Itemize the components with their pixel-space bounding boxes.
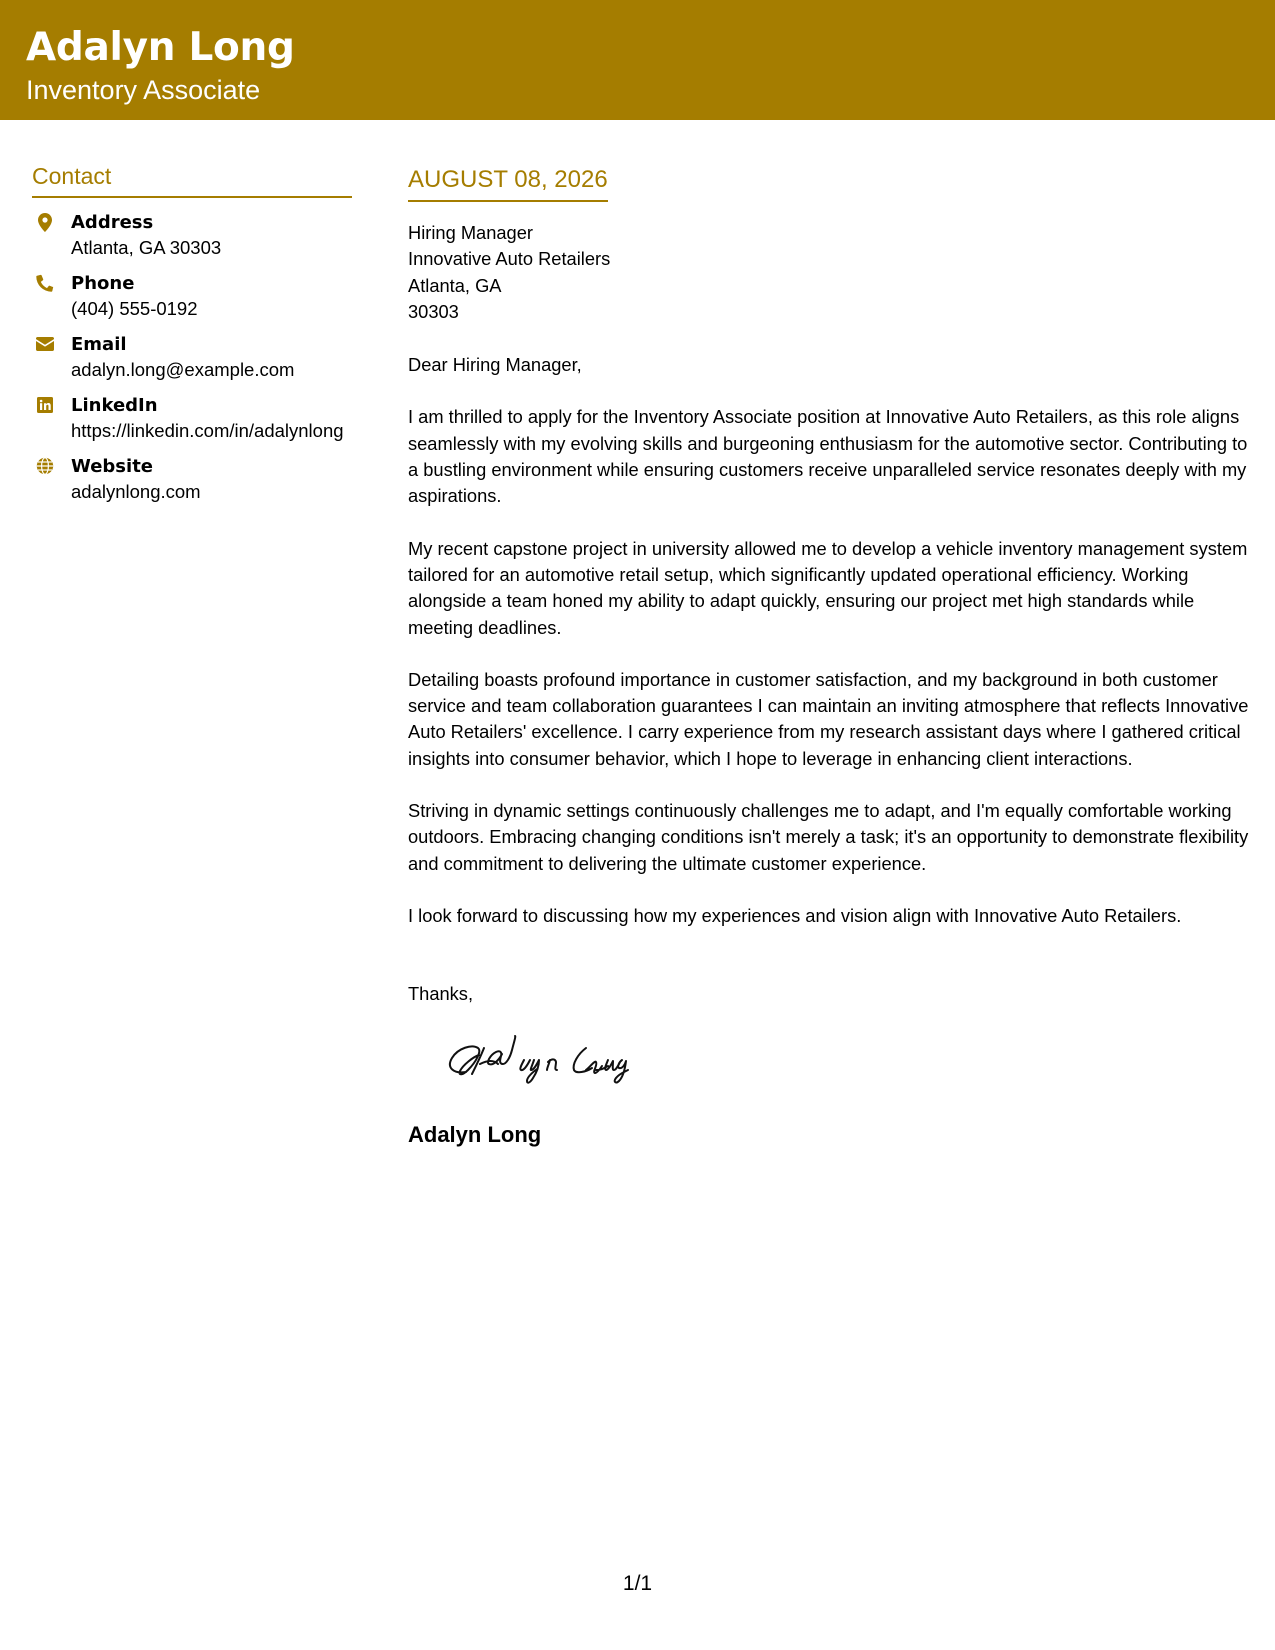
- letter-paragraph: I look forward to discussing how my experiences and vision align with Innovative Auto Retailers.: [408, 904, 1182, 926]
- letter-date: AUGUST 08, 2026: [408, 164, 608, 202]
- contact-value: (404) 555-0192: [71, 298, 198, 319]
- contact-label: LinkedIn: [71, 395, 158, 416]
- recipient-line: Atlanta, GA: [408, 274, 502, 296]
- linkedin-icon: [35, 395, 55, 415]
- phone-icon: [35, 273, 55, 293]
- page-number: 1/1: [622, 1572, 653, 1595]
- contact-sidebar: [32, 160, 352, 515]
- applicant-name: Adalyn Long: [26, 25, 295, 70]
- envelope-icon: [35, 334, 55, 354]
- contact-section-title: Contact: [32, 160, 352, 198]
- contact-item-phone: [32, 271, 352, 321]
- letter-paragraph: My recent capstone project in university allowed me to develop a vehicle inventory management system tailored for an automotive retail setup, which significantly updated operational efficiency. Working alongside a team honed my ability to adapt quickly, ensuring our project met high standards while meeting deadlines.: [408, 537, 1248, 638]
- contact-label: Website: [71, 456, 154, 477]
- recipient-line: 30303: [408, 300, 459, 322]
- contact-item-website: [32, 454, 352, 504]
- signer-name: Adalyn Long: [408, 1121, 542, 1147]
- contact-item-email: [32, 332, 352, 382]
- letter-paragraph: Detailing boasts profound importance in customer satisfaction, and my background in both customer service and team collaboration guarantees I can maintain an inviting atmosphere that reflects Innovative Auto Retailers' excellence. I carry experience from my research assistant days where I gathered critical insights into consumer behavior, which I hope to leverage in enhancing client interactions.: [408, 668, 1249, 769]
- letter-paragraph: I am thrilled to apply for the Inventory Associate position at Innovative Auto Retailers, as this role aligns seamlessly with my evolving skills and burgeoning enthusiasm for the automotive sector. Contributing to a bustling environment while ensuring customers receive unparalleled service resonates deeply with my aspirations.: [408, 406, 1248, 507]
- contact-label: Email: [71, 334, 127, 355]
- recipient-line: Innovative Auto Retailers: [408, 248, 611, 270]
- contact-label: Phone: [71, 273, 135, 294]
- handwritten-signature: [436, 1030, 656, 1094]
- globe-icon: [35, 456, 55, 476]
- letter-paragraph: Striving in dynamic settings continuously challenges me to adapt, and I'm equally comfortable working outdoors. Embracing changing conditions isn't merely a task; it's an opportunity to demonstrate flexibility and commitment to delivering the ultimate customer experience.: [408, 800, 1249, 874]
- map-pin-icon: [35, 212, 55, 232]
- contact-label: Address: [71, 212, 154, 233]
- salutation: Dear Hiring Manager,: [408, 354, 582, 376]
- contact-value[interactable]: adalynlong.com: [71, 481, 201, 502]
- closing: Thanks,: [408, 983, 474, 1005]
- header-banner: [0, 0, 1275, 120]
- contact-value: Atlanta, GA 30303: [71, 237, 222, 258]
- letter-body: [408, 164, 1250, 1149]
- applicant-title: Inventory Associate: [26, 75, 261, 105]
- contact-item-linkedin: [32, 393, 352, 443]
- contact-item-address: [32, 210, 352, 260]
- recipient-block: [408, 220, 1250, 325]
- contact-value[interactable]: adalyn.long@example.com: [71, 359, 295, 380]
- recipient-line: Hiring Manager: [408, 222, 533, 243]
- contact-value[interactable]: https://linkedin.com/in/adalynlong: [71, 420, 344, 441]
